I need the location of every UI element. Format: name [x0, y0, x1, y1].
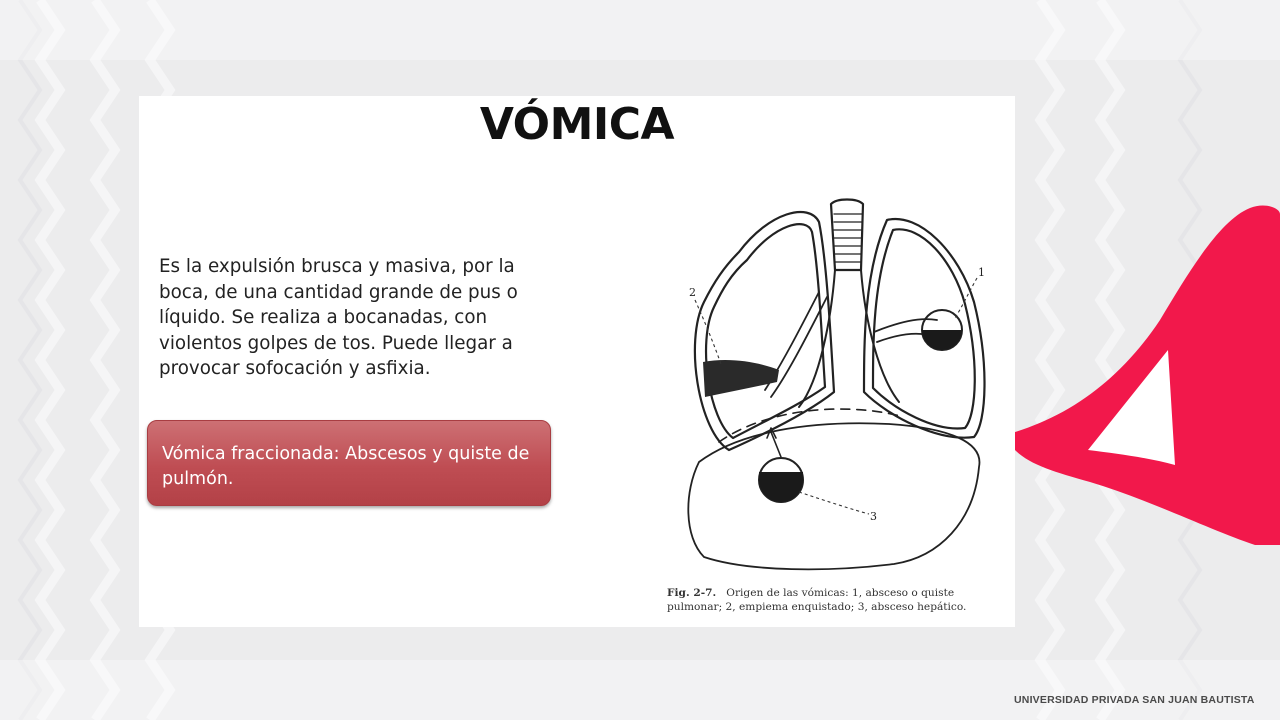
- definition-text: Es la expulsión brusca y masiva, por la boca, de una cantidad grande de pus o líquido. Se realiza a bocanadas, con violentos golpes de tos. Puede llegar a provocar sofocación y asfixia.: [159, 256, 518, 379]
- figure-label-2: 2: [689, 286, 696, 299]
- bell-logo-icon: [1000, 200, 1280, 570]
- figure-caption-ref: Fig. 2-7.: [667, 587, 717, 599]
- institution-footer: UNIVERSIDAD PRIVADA SAN JUAN BAUTISTA: [1014, 694, 1255, 706]
- slide-title: VÓMICA: [479, 99, 675, 150]
- callout-box: [147, 420, 551, 506]
- slide-content: [139, 96, 1015, 627]
- figure-caption-text: Origen de las vómicas: 1, absceso o quiste pulmonar; 2, empiema enquistado; 3, absceso hepático.: [667, 587, 967, 613]
- trachea-outline: [831, 200, 863, 271]
- figure-caption: [667, 586, 1012, 614]
- left-lung-inner: [706, 224, 825, 438]
- liver-outline: [688, 423, 979, 569]
- left-lung-outer: [695, 212, 834, 450]
- right-lung-inner: [873, 229, 975, 428]
- figure-label-3: 3: [870, 510, 877, 523]
- callout-text: Vómica fraccionada: Abscesos y quiste de pulmón.: [162, 444, 530, 489]
- figure-label-1: 1: [978, 266, 985, 279]
- lung-diagram-figure: [659, 192, 999, 577]
